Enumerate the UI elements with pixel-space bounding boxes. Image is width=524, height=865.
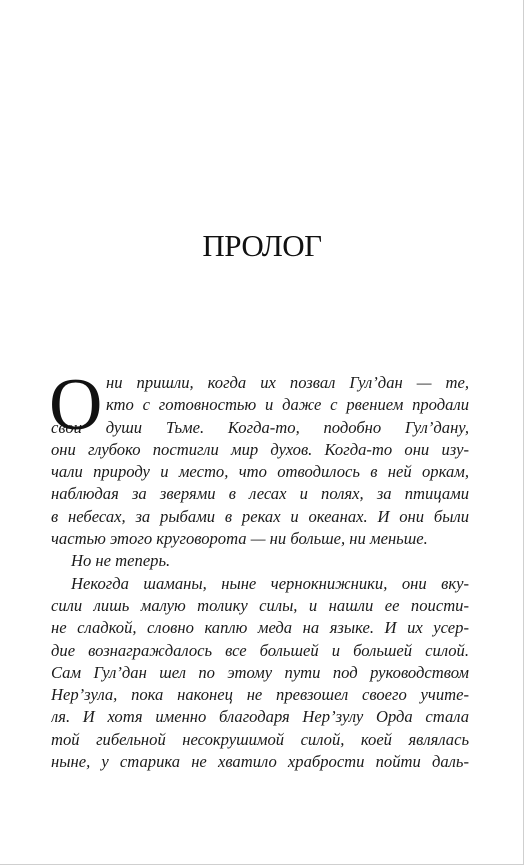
drop-cap: О xyxy=(49,364,103,446)
text-line: Но не теперь. xyxy=(71,551,171,571)
text-line: Некогда шаманы, ныне чернокнижники, они вку- xyxy=(71,573,469,593)
chapter-body xyxy=(49,364,469,773)
text-line: частью этого круговорота — ни больше, ни меньше. xyxy=(51,529,428,549)
text-line: той гибельной несокрушимой силой, коей являлась xyxy=(51,729,469,749)
text-line: сили лишь малую толику силы, и нашли ее поисти- xyxy=(51,595,469,615)
text-line: свои души Тьме. Когда-то, подобно Гул’дану, xyxy=(51,417,469,437)
text-line: наблюдая за зверями в лесах и полях, за птицами xyxy=(51,484,469,504)
text-line: не сладкой, словно каплю меда на языке. И их усер- xyxy=(51,618,469,638)
text-line: Сам Гул’дан шел по этому пути под руководством xyxy=(51,662,469,682)
text-line: ни пришли, когда их позвал Гул’дан — те, xyxy=(106,373,469,392)
text-line: ныне, у старика не хватило храбрости пойти даль- xyxy=(51,752,469,772)
text-line: чали природу и место, что отводилось в ней оркам, xyxy=(51,462,469,482)
text-line: в небесах, за рыбами в реках и океанах. И они были xyxy=(51,506,469,526)
text-line: кто с готовностью и даже с рвением продали xyxy=(106,395,469,415)
chapter-title: ПРОЛОГ xyxy=(202,228,322,263)
text-line: Нер’зула, пока наконец не превзошел своего учите- xyxy=(51,685,469,705)
text-line: дие вознаграждалось все большей и большей силой. xyxy=(51,640,469,660)
text-line: они глубоко постигли мир духов. Когда-то они изу- xyxy=(51,439,469,459)
text-line: ля. И хотя именно благодаря Нер’зулу Орда стала xyxy=(51,707,469,727)
